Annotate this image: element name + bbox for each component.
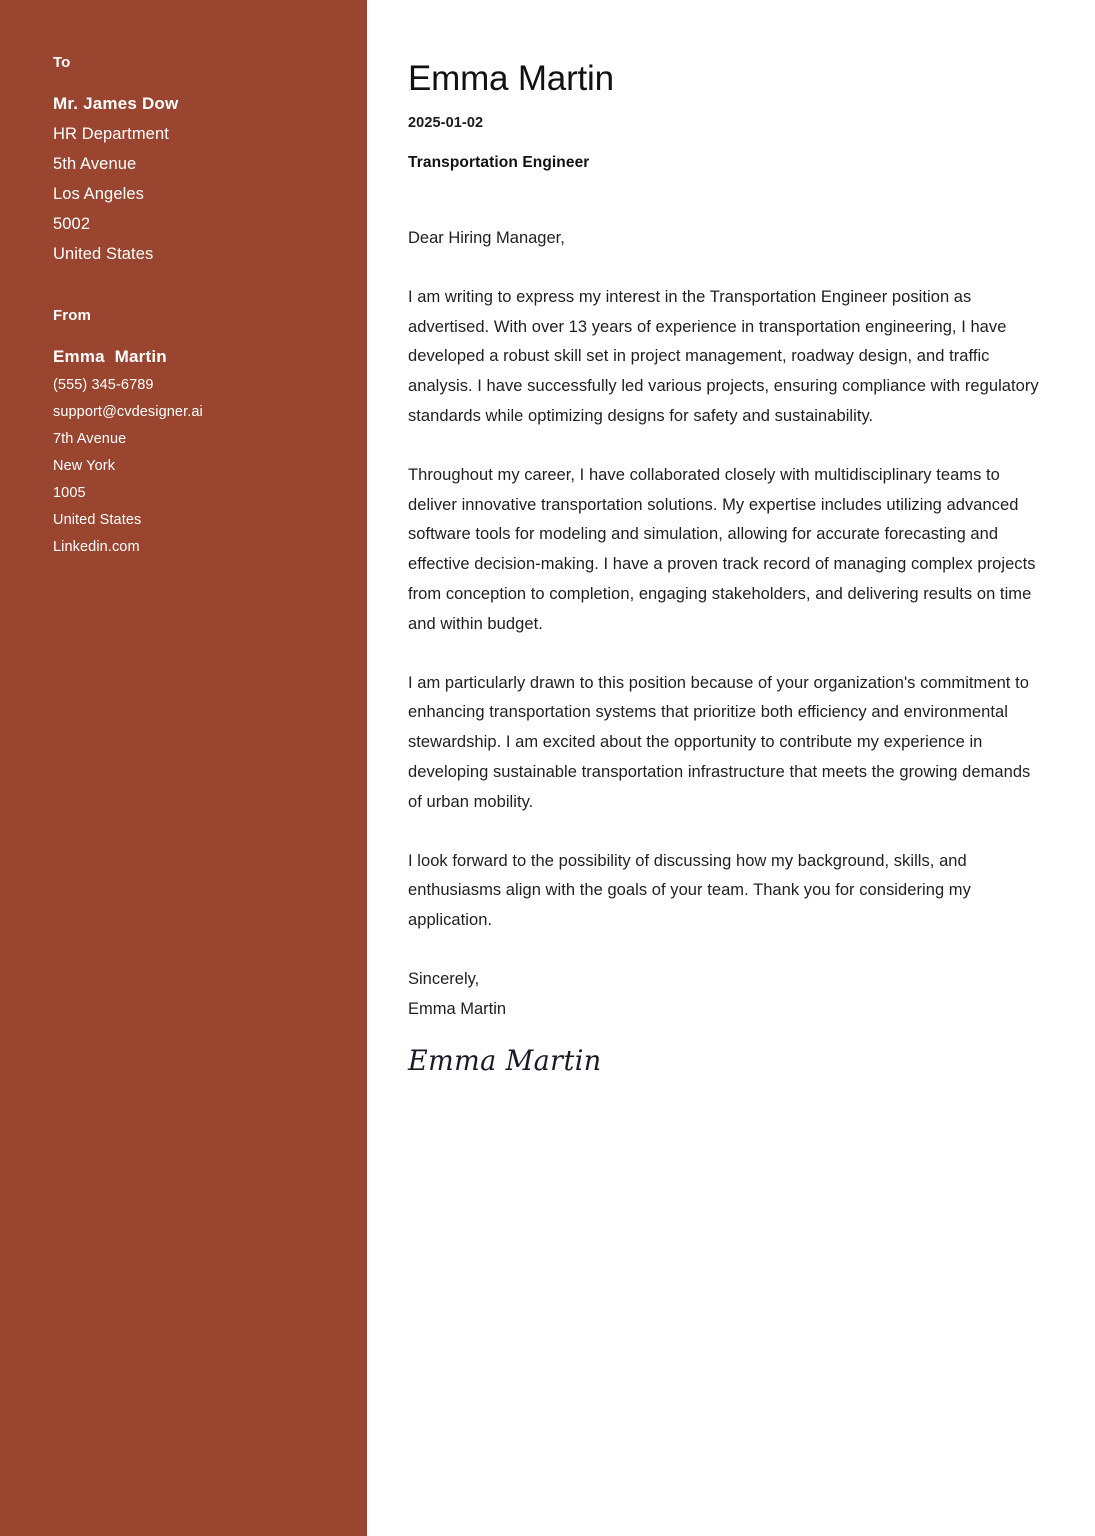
- recipient-line: 5th Avenue: [53, 155, 137, 173]
- letter-paragraph: I am particularly drawn to this position because of your organization's commitment to enhancing transportation systems that prioritize both efficiency and environmental stewardship. I am excited about the opportunity to contribute my experience in developing sustainable transportation infrastructure that meets the growing demands of urban mobility.: [408, 673, 1031, 811]
- sender-city: New York: [53, 458, 116, 474]
- letter-paragraph: I look forward to the possibility of discussing how my background, skills, and enthusiasms align with the goals of your team. Thank you for considering my application.: [408, 851, 971, 930]
- sender-street: 7th Avenue: [53, 431, 127, 447]
- closing-name: Emma Martin: [408, 999, 507, 1018]
- closing-salutation: Sincerely,: [408, 969, 480, 988]
- sender-section: [53, 306, 337, 561]
- job-title: Transportation Engineer: [408, 154, 590, 171]
- signature: Emma Martin: [408, 1045, 602, 1077]
- sender-phone: (555) 345-6789: [53, 377, 154, 393]
- page-title: Emma Martin: [408, 59, 614, 98]
- letter-paragraph: I am writing to express my interest in the Transportation Engineer position as advertised. With over 13 years of experience in transportation engineering, I have developed a robust skill set in project management, roadway design, and traffic analysis. I have successfully led various projects, ensuring compliance with regulatory standards while optimizing designs for safety and sustainability.: [408, 287, 1039, 425]
- recipient-name: Mr. James Dow: [53, 94, 179, 113]
- recipient-line: HR Department: [53, 125, 169, 143]
- letter-date: 2025-01-02: [408, 115, 484, 131]
- recipient-section: [53, 53, 337, 269]
- recipient-line: United States: [53, 245, 154, 263]
- recipient-line: Los Angeles: [53, 185, 145, 203]
- from-heading: From: [53, 307, 91, 324]
- to-heading: To: [53, 54, 71, 71]
- sender-linkedin-link[interactable]: Linkedin.com: [53, 539, 140, 555]
- sender-address-block: [53, 342, 337, 561]
- sender-country: United States: [53, 512, 142, 528]
- letter-paragraph: Throughout my career, I have collaborated closely with multidisciplinary teams to deliver innovative transportation solutions. My expertise includes utilizing advanced software tools for modeling and simulation, allowing for accurate forecasting and effective decision-making. I have a proven track record of managing complex projects from conception to completion, engaging stakeholders, and delivering results on time and within budget.: [408, 465, 1036, 633]
- sender-name: Emma Martin: [53, 347, 167, 366]
- sender-email[interactable]: support@cvdesigner.ai: [53, 404, 203, 420]
- salutation: Dear Hiring Manager,: [408, 229, 565, 247]
- recipient-line: 5002: [53, 215, 91, 233]
- sender-postal-code: 1005: [53, 485, 86, 501]
- recipient-address-block: [53, 89, 337, 269]
- letter-body: [408, 0, 1043, 1079]
- sidebar: [0, 0, 367, 1536]
